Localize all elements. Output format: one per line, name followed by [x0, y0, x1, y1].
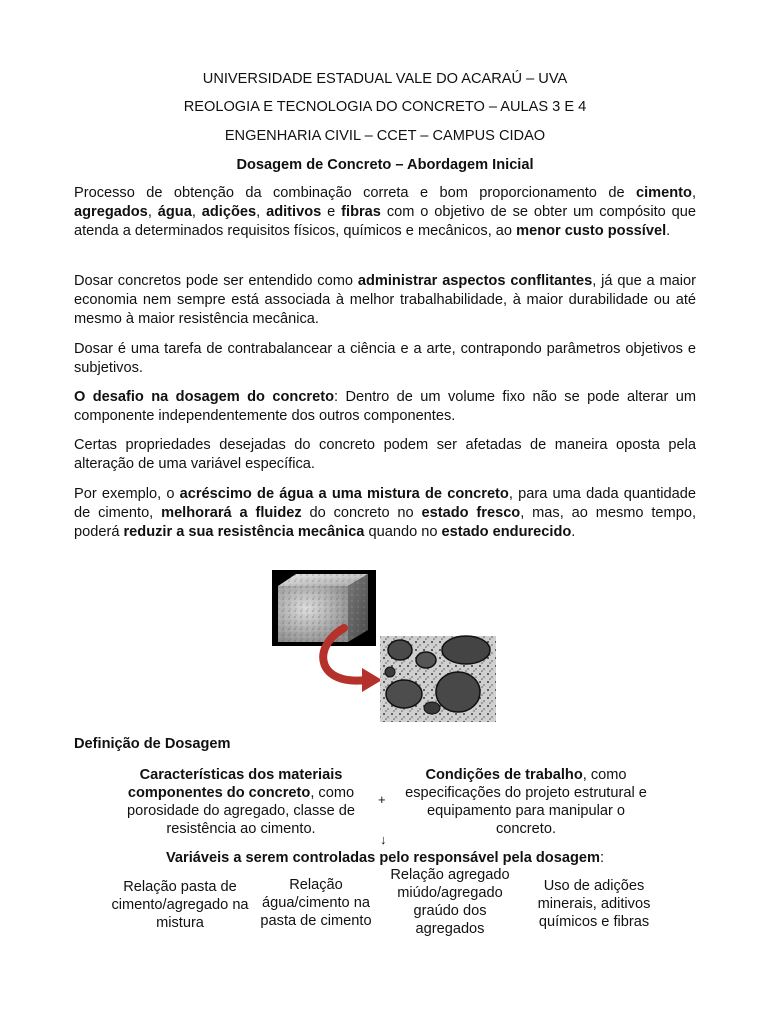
- text: , já que a maior economia nem sempre está associada à melhor trabalhabilidade, à maior durabilidade ou até mesmo à maior resistência mecânica.: [74, 273, 696, 327]
- bold-term: agregados: [74, 204, 148, 220]
- document-title: Dosagem de Concreto – Abordagem Inicial: [236, 157, 534, 173]
- paragraph-5: Certas propriedades desejadas do concreto podem ser afetadas de maneira oposta pela alteração de uma variável específica.: [74, 437, 696, 472]
- text: .: [666, 223, 671, 239]
- text: , para uma dada quantidade de cimento,: [74, 486, 696, 521]
- text: ,: [191, 204, 202, 220]
- definition-title: Definição de Dosagem: [74, 736, 231, 752]
- text: : Dentro de um volume fixo não se pode alterar um componente independentemente dos outros componentes.: [74, 389, 697, 424]
- bold-term: Variáveis a serem controladas pelo responsável pela dosagem: [165, 850, 600, 866]
- text: com o objetivo de se obter um compósito que atenda a determinados requisitos físicos, químicos e mecânicos, ao: [74, 204, 697, 239]
- text: quando no: [364, 524, 442, 540]
- bold-term: Condições de trabalho: [425, 767, 583, 783]
- bold-term: estado fresco: [421, 505, 521, 521]
- bold-term: água: [157, 204, 192, 220]
- paragraph-3: Dosar é uma tarefa de contrabalancear a ciência e a arte, contrapondo parâmetros objetivos e subjetivos.: [74, 341, 696, 376]
- microstructure-image: [380, 636, 496, 722]
- bold-term: administrar aspectos conflitantes: [357, 273, 593, 289]
- bold-term: fibras: [341, 204, 381, 220]
- paragraph-2: [74, 272, 696, 329]
- text: .: [571, 524, 576, 540]
- variables-heading: [74, 849, 696, 867]
- variable-item: Relação pasta de cimento/agregado na mistura: [111, 879, 249, 931]
- plus-symbol: +: [378, 792, 386, 807]
- bold-term: acréscimo de água a uma mistura de concreto: [179, 486, 509, 502]
- text: ,: [256, 204, 267, 220]
- variable-item: Relação agregado miúdo/agregado graúdo dos agregados: [390, 867, 510, 937]
- bold-term: menor custo possível: [516, 223, 667, 239]
- bold-term: aditivos: [266, 204, 322, 220]
- university-header: UNIVERSIDADE ESTADUAL VALE DO ACARAÚ – UVA: [202, 71, 568, 87]
- text: Por exemplo, o: [74, 486, 180, 502]
- text: ,: [691, 185, 696, 201]
- department-header: ENGENHARIA CIVIL – CCET – CAMPUS CIDAO: [224, 128, 546, 144]
- bold-term: adições: [201, 204, 257, 220]
- text: , mas, ao mesmo tempo, poderá: [74, 505, 696, 540]
- text: , como porosidade do agregado, classe de resistência ao cimento.: [127, 785, 355, 837]
- materials-characteristics-box: [110, 766, 372, 838]
- bold-term: reduzir a sua resistência mecânica: [123, 524, 365, 540]
- variable-item: Uso de adições minerais, aditivos químicos e fibras: [537, 878, 651, 930]
- paragraph-4: [74, 388, 696, 426]
- text: :: [599, 850, 605, 866]
- text: , como especificações do projeto estrutural e equipamento para manipular o concreto.: [405, 767, 647, 837]
- text: Processo de obtenção da combinação correta e bom proporcionamento de: [74, 185, 636, 201]
- work-conditions-box: [398, 766, 654, 838]
- bold-term: O desafio na dosagem do concreto: [74, 389, 335, 405]
- paragraph-1: [74, 184, 696, 241]
- concrete-cube-image: [272, 570, 376, 646]
- bold-term: Características dos materiais componentes do concreto: [127, 767, 343, 801]
- course-header: REOLOGIA E TECNOLOGIA DO CONCRETO – AULAS 3 E 4: [183, 99, 587, 115]
- down-arrow-icon: ↓: [380, 832, 387, 847]
- text: ,: [147, 204, 158, 220]
- text: e: [321, 204, 342, 220]
- variable-item: Relação água/cimento na pasta de cimento: [260, 877, 372, 929]
- text: Dosar concretos pode ser entendido como: [74, 273, 358, 289]
- bold-term: estado endurecido: [441, 524, 572, 540]
- bold-term: cimento: [635, 185, 692, 201]
- paragraph-6: [74, 485, 696, 542]
- text: do concreto no: [301, 505, 422, 521]
- concrete-figure: [270, 568, 498, 724]
- bold-term: melhorará a fluidez: [161, 505, 302, 521]
